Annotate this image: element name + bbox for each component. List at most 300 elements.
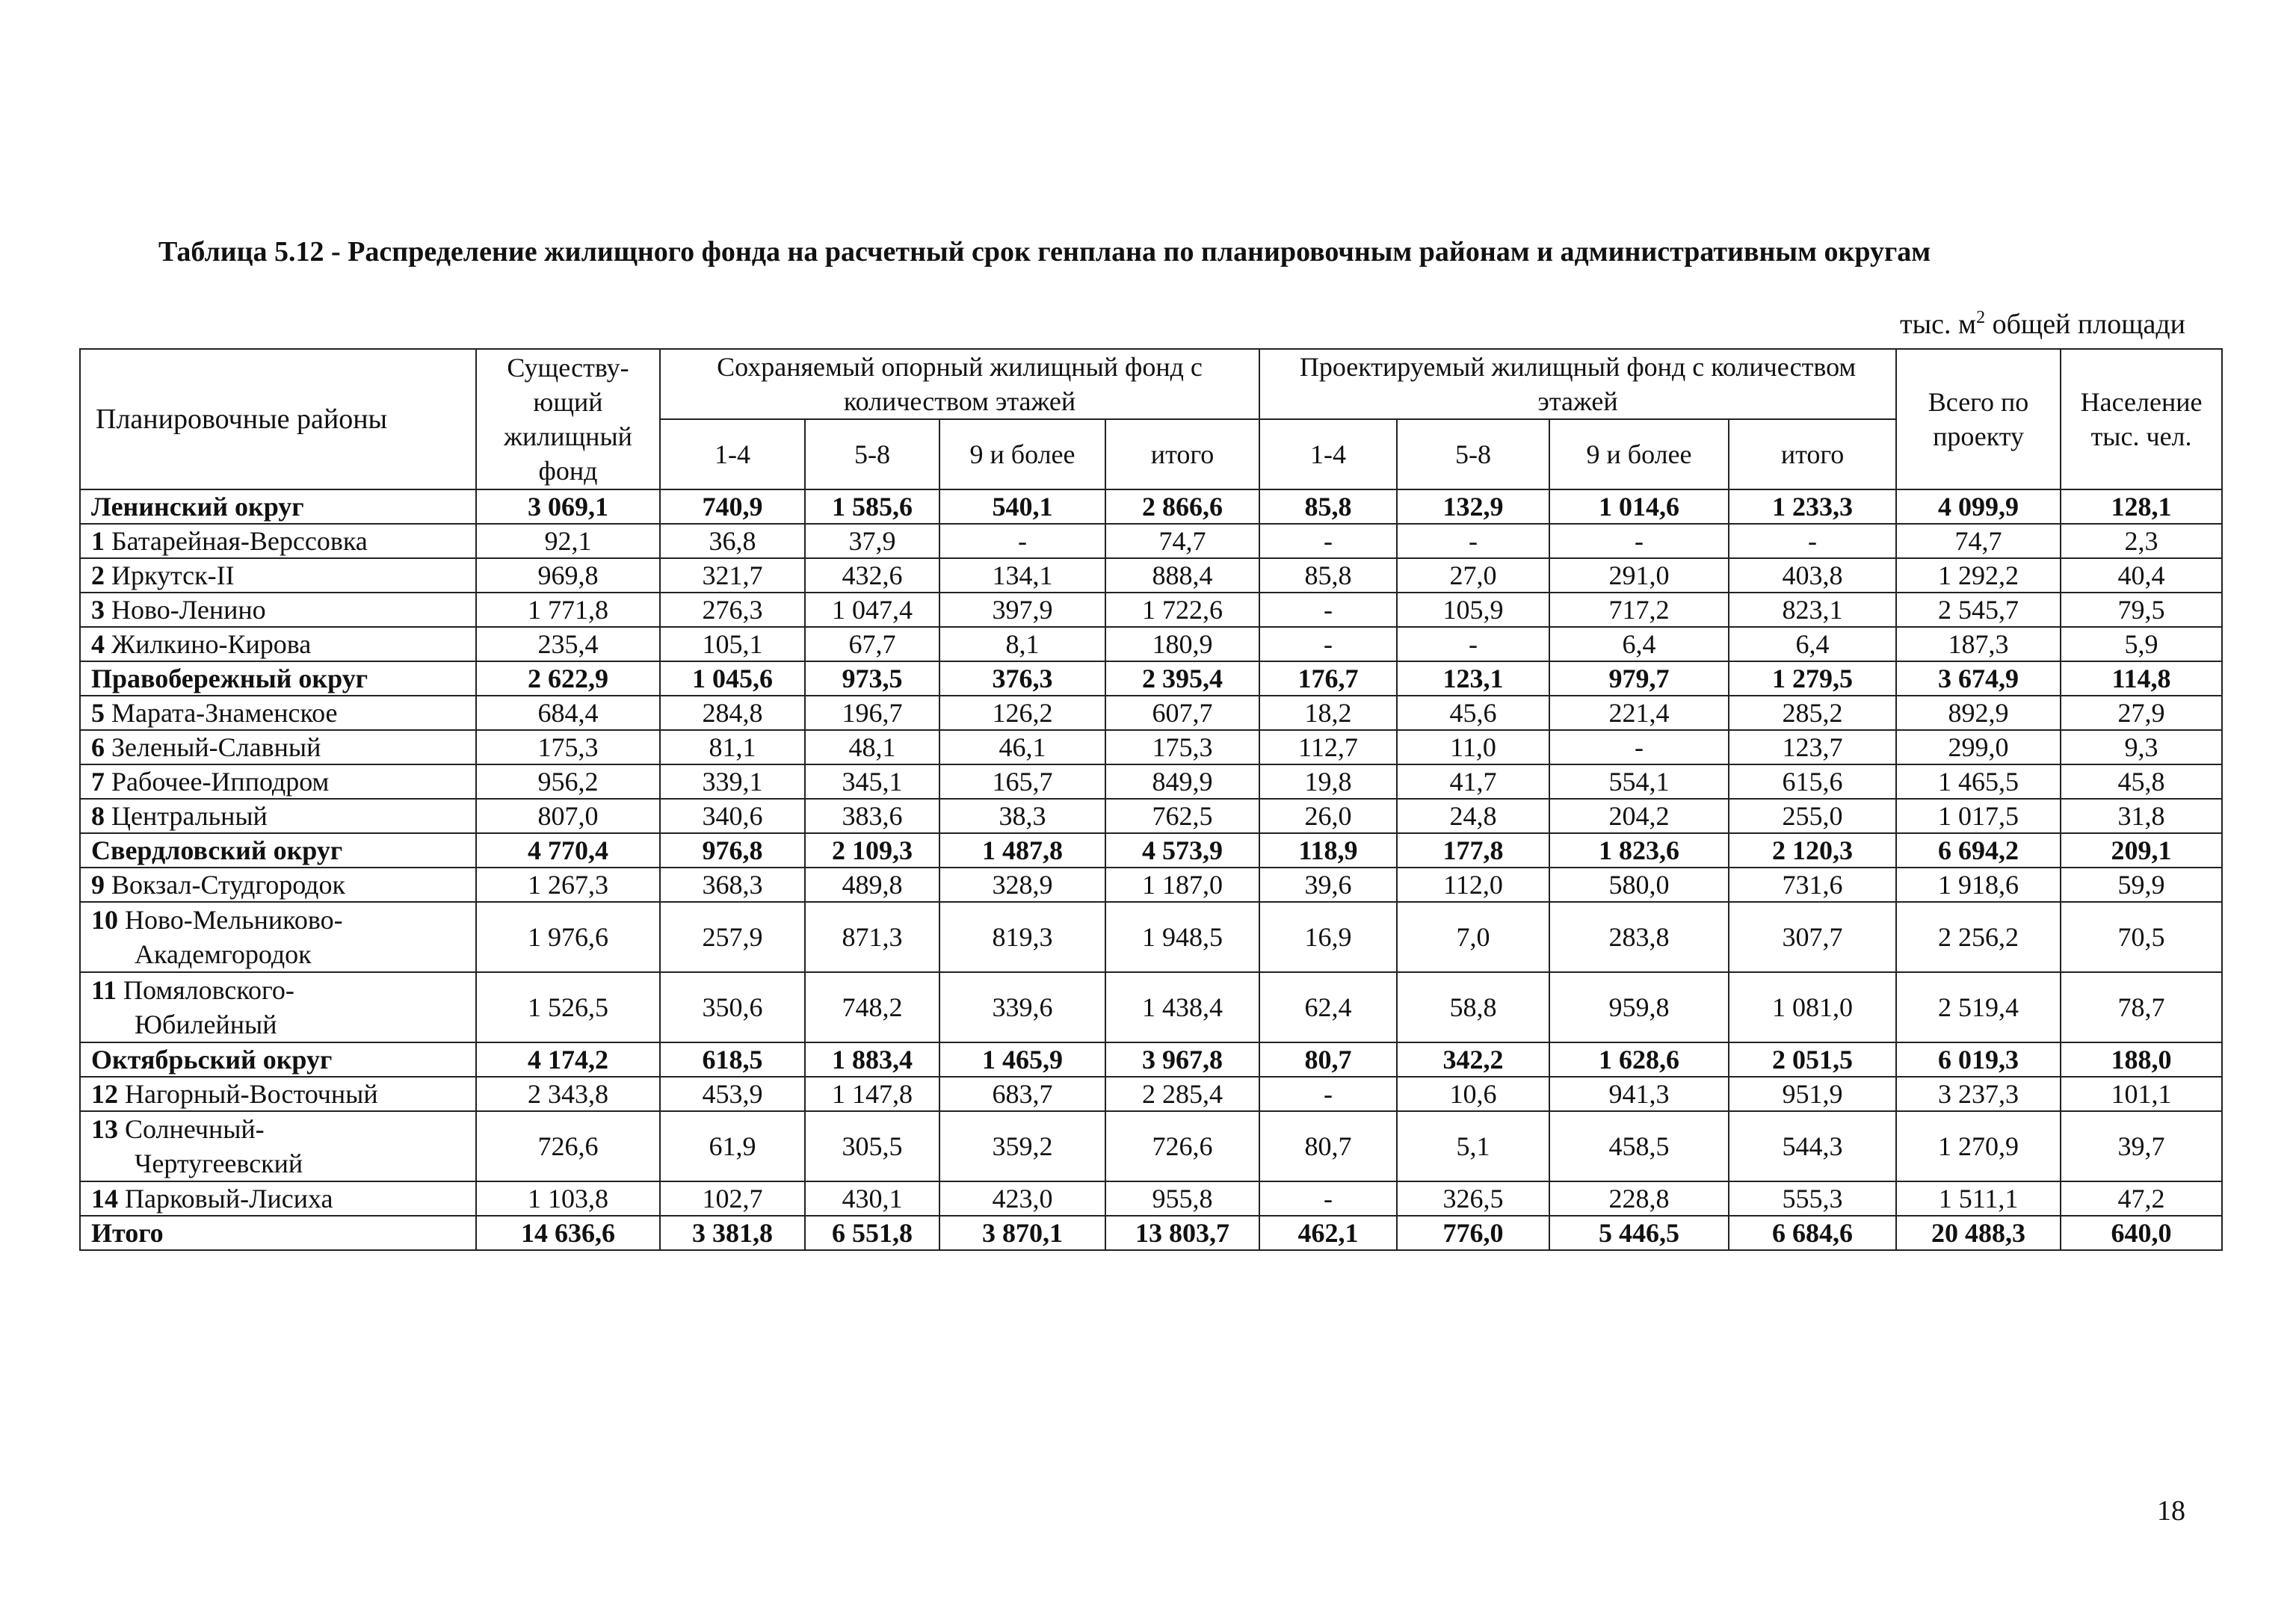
value-cell: 368,3 (660, 868, 805, 902)
district-total-row (80, 1216, 2222, 1250)
value-cell: 1 722,6 (1105, 593, 1259, 627)
value-cell: 20 488,3 (1896, 1216, 2061, 1250)
value-cell: 175,3 (476, 730, 660, 764)
value-cell: 1 948,5 (1105, 902, 1259, 972)
header-floors-5-8: 5-8 (1397, 419, 1549, 489)
value-cell: 1 487,8 (939, 833, 1105, 868)
units-suffix: общей площади (1985, 309, 2185, 340)
value-cell: 555,3 (1729, 1181, 1896, 1216)
value-cell: 305,5 (805, 1111, 939, 1181)
value-cell: 430,1 (805, 1181, 939, 1216)
value-cell: 849,9 (1105, 764, 1259, 799)
value-cell: 321,7 (660, 558, 805, 593)
value-cell: 78,7 (2061, 972, 2222, 1042)
table-row (80, 696, 2222, 730)
row-name: Солнечный- (125, 1114, 265, 1144)
row-number: 3 (91, 595, 105, 625)
value-cell: 11,0 (1397, 730, 1549, 764)
district-total-row (80, 1042, 2222, 1077)
page-number: 18 (2157, 1495, 2185, 1527)
value-cell: 41,7 (1397, 764, 1549, 799)
row-name-cell (80, 902, 476, 972)
header-floors-9-plus: 9 и более (939, 419, 1105, 489)
row-name-cell (80, 627, 476, 661)
value-cell: 1 465,9 (939, 1042, 1105, 1077)
value-cell: 618,5 (660, 1042, 805, 1077)
header-floors-total: итого (1729, 419, 1896, 489)
value-cell: 1 081,0 (1729, 972, 1896, 1042)
value-cell: 976,8 (660, 833, 805, 868)
value-cell: 951,9 (1729, 1077, 1896, 1111)
value-cell: 39,7 (2061, 1111, 2222, 1181)
value-cell: 209,1 (2061, 833, 2222, 868)
value-cell: 187,3 (1896, 627, 2061, 661)
row-name-cell (80, 593, 476, 627)
value-cell: 123,1 (1397, 661, 1549, 696)
value-cell: 383,6 (805, 799, 939, 833)
value-cell: 228,8 (1549, 1181, 1729, 1216)
row-name-cell (80, 489, 476, 524)
value-cell: 640,0 (2061, 1216, 2222, 1250)
table-caption: Таблица 5.12 - Распределение жилищного фонда на расчетный срок генплана по планировочным районам и административным округам (158, 236, 1931, 268)
value-cell: 126,2 (939, 696, 1105, 730)
value-cell: 955,8 (1105, 1181, 1259, 1216)
row-name-cell (80, 524, 476, 558)
value-cell: 3 237,3 (1896, 1077, 2061, 1111)
row-number: 9 (91, 870, 105, 900)
value-cell: 257,9 (660, 902, 805, 972)
value-cell: 114,8 (2061, 661, 2222, 696)
table-row (80, 593, 2222, 627)
value-cell: 70,5 (2061, 902, 2222, 972)
row-name-continued: Академгородок (135, 939, 312, 969)
header-preserved: Сохраняемый опорный жилищный фонд с количеством этажей (660, 349, 1259, 419)
row-name: Ново-Мельниково- (125, 905, 343, 935)
value-cell: 2,3 (2061, 524, 2222, 558)
value-cell: 580,0 (1549, 868, 1729, 902)
value-cell: 339,1 (660, 764, 805, 799)
value-cell: 423,0 (939, 1181, 1105, 1216)
row-name: Нагорный-Восточный (125, 1079, 378, 1109)
value-cell: - (1729, 524, 1896, 558)
value-cell: 85,8 (1259, 489, 1397, 524)
value-cell: 1 628,6 (1549, 1042, 1729, 1077)
value-cell: 979,7 (1549, 661, 1729, 696)
value-cell: 9,3 (2061, 730, 2222, 764)
table-row (80, 868, 2222, 902)
value-cell: 2 109,3 (805, 833, 939, 868)
value-cell: 6 684,6 (1729, 1216, 1896, 1250)
value-cell: 748,2 (805, 972, 939, 1042)
value-cell: 2 343,8 (476, 1077, 660, 1111)
value-cell: 40,4 (2061, 558, 2222, 593)
row-name-cell (80, 696, 476, 730)
value-cell: 1 017,5 (1896, 799, 2061, 833)
value-cell: 684,4 (476, 696, 660, 730)
value-cell: 47,2 (2061, 1181, 2222, 1216)
value-cell: 462,1 (1259, 1216, 1397, 1250)
value-cell: 105,9 (1397, 593, 1549, 627)
value-cell: 26,0 (1259, 799, 1397, 833)
value-cell: 284,8 (660, 696, 805, 730)
value-cell: 24,8 (1397, 799, 1549, 833)
row-name: Марата-Знаменское (111, 698, 338, 728)
value-cell: 80,7 (1259, 1111, 1397, 1181)
row-number: 10 (91, 905, 118, 935)
table-row (80, 799, 2222, 833)
value-cell: 326,5 (1397, 1181, 1549, 1216)
value-cell: 345,1 (805, 764, 939, 799)
row-name: Вокзал-Студгородок (111, 870, 345, 900)
value-cell: 176,7 (1259, 661, 1397, 696)
value-cell: 3 967,8 (1105, 1042, 1259, 1077)
value-cell: 1 511,1 (1896, 1181, 2061, 1216)
value-cell: 102,7 (660, 1181, 805, 1216)
district-total-row (80, 833, 2222, 868)
value-cell: 1 883,4 (805, 1042, 939, 1077)
table-row (80, 972, 2222, 1042)
value-cell: 1 918,6 (1896, 868, 2061, 902)
value-cell: 58,8 (1397, 972, 1549, 1042)
value-cell: 59,9 (2061, 868, 2222, 902)
row-name-cell (80, 1111, 476, 1181)
value-cell: 615,6 (1729, 764, 1896, 799)
value-cell: 1 270,9 (1896, 1111, 2061, 1181)
value-cell: 112,7 (1259, 730, 1397, 764)
value-cell: 31,8 (2061, 799, 2222, 833)
row-name: Иркутск-II (111, 560, 235, 590)
value-cell: 48,1 (805, 730, 939, 764)
value-cell: 544,3 (1729, 1111, 1896, 1181)
value-cell: 36,8 (660, 524, 805, 558)
value-cell: 959,8 (1549, 972, 1729, 1042)
value-cell: 342,2 (1397, 1042, 1549, 1077)
value-cell: 188,0 (2061, 1042, 2222, 1077)
row-name: Зеленый-Славный (111, 732, 321, 762)
value-cell: - (1397, 627, 1549, 661)
value-cell: 14 636,6 (476, 1216, 660, 1250)
value-cell: - (1259, 1181, 1397, 1216)
value-cell: 62,4 (1259, 972, 1397, 1042)
row-name: Октябрьский округ (91, 1045, 333, 1075)
row-name-continued: Юбилейный (135, 1010, 277, 1039)
value-cell: 969,8 (476, 558, 660, 593)
value-cell: 1 585,6 (805, 489, 939, 524)
value-cell: 726,6 (1105, 1111, 1259, 1181)
value-cell: 1 187,0 (1105, 868, 1259, 902)
row-name-continued: Чертугеевский (135, 1149, 303, 1178)
value-cell: 2 120,3 (1729, 833, 1896, 868)
value-cell: 1 147,8 (805, 1077, 939, 1111)
value-cell: 45,6 (1397, 696, 1549, 730)
value-cell: 175,3 (1105, 730, 1259, 764)
value-cell: 1 976,6 (476, 902, 660, 972)
district-total-row (80, 489, 2222, 524)
value-cell: 1 014,6 (1549, 489, 1729, 524)
row-name-cell (80, 661, 476, 696)
value-cell: 871,3 (805, 902, 939, 972)
table-row (80, 764, 2222, 799)
value-cell: 2 285,4 (1105, 1077, 1259, 1111)
value-cell: 807,0 (476, 799, 660, 833)
row-name-cell (80, 833, 476, 868)
value-cell: 123,7 (1729, 730, 1896, 764)
value-cell: 299,0 (1896, 730, 2061, 764)
value-cell: 283,8 (1549, 902, 1729, 972)
value-cell: 1 438,4 (1105, 972, 1259, 1042)
value-cell: 27,0 (1397, 558, 1549, 593)
value-cell: 128,1 (2061, 489, 2222, 524)
value-cell: 285,2 (1729, 696, 1896, 730)
value-cell: 235,4 (476, 627, 660, 661)
row-number: 7 (91, 767, 105, 797)
header-row-top (80, 349, 2222, 419)
value-cell: 340,6 (660, 799, 805, 833)
value-cell: 1 292,2 (1896, 558, 2061, 593)
value-cell: 81,1 (660, 730, 805, 764)
value-cell: 1 823,6 (1549, 833, 1729, 868)
value-cell: 92,1 (476, 524, 660, 558)
units-prefix: тыс. м (1900, 309, 1977, 340)
value-cell: 221,4 (1549, 696, 1729, 730)
header-floors-1-4: 1-4 (1259, 419, 1397, 489)
value-cell: 196,7 (805, 696, 939, 730)
district-total-row (80, 661, 2222, 696)
header-floors-9-plus: 9 и более (1549, 419, 1729, 489)
value-cell: 540,1 (939, 489, 1105, 524)
table-row (80, 1181, 2222, 1216)
value-cell: 1 465,5 (1896, 764, 2061, 799)
row-number: 5 (91, 698, 105, 728)
value-cell: 683,7 (939, 1077, 1105, 1111)
value-cell: 5,9 (2061, 627, 2222, 661)
value-cell: 177,8 (1397, 833, 1549, 868)
table-row (80, 627, 2222, 661)
table-row (80, 558, 2222, 593)
value-cell: - (1259, 593, 1397, 627)
value-cell: 819,3 (939, 902, 1105, 972)
value-cell: 1 047,4 (805, 593, 939, 627)
value-cell: 888,4 (1105, 558, 1259, 593)
value-cell: 2 395,4 (1105, 661, 1259, 696)
value-cell: 607,7 (1105, 696, 1259, 730)
value-cell: 61,9 (660, 1111, 805, 1181)
value-cell: 10,6 (1397, 1077, 1549, 1111)
value-cell: 45,8 (2061, 764, 2222, 799)
table-row (80, 1111, 2222, 1181)
value-cell: - (1397, 524, 1549, 558)
header-district: Планировочные районы (80, 349, 476, 489)
value-cell: 453,9 (660, 1077, 805, 1111)
table-row (80, 1077, 2222, 1111)
value-cell: 403,8 (1729, 558, 1896, 593)
value-cell: 717,2 (1549, 593, 1729, 627)
value-cell: 74,7 (1105, 524, 1259, 558)
value-cell: 46,1 (939, 730, 1105, 764)
value-cell: - (1259, 627, 1397, 661)
value-cell: 1 771,8 (476, 593, 660, 627)
row-name-cell (80, 799, 476, 833)
header-floors-total: итого (1105, 419, 1259, 489)
row-name-cell (80, 972, 476, 1042)
housing-table (79, 348, 2223, 1251)
value-cell: 255,0 (1729, 799, 1896, 833)
row-name-cell (80, 868, 476, 902)
value-cell: 2 519,4 (1896, 972, 2061, 1042)
value-cell: 2 622,9 (476, 661, 660, 696)
row-name: Помяловского- (123, 975, 294, 1005)
row-name: Ленинский округ (91, 492, 304, 522)
value-cell: 6 551,8 (805, 1216, 939, 1250)
value-cell: 1 045,6 (660, 661, 805, 696)
value-cell: 740,9 (660, 489, 805, 524)
value-cell: 204,2 (1549, 799, 1729, 833)
header-total: Всего по проекту (1896, 349, 2061, 489)
value-cell: 101,1 (2061, 1077, 2222, 1111)
value-cell: 762,5 (1105, 799, 1259, 833)
row-name-cell (80, 1216, 476, 1250)
value-cell: 489,8 (805, 868, 939, 902)
value-cell: 2 866,6 (1105, 489, 1259, 524)
row-number: 1 (91, 526, 105, 556)
value-cell: 6 019,3 (1896, 1042, 2061, 1077)
value-cell: 38,3 (939, 799, 1105, 833)
value-cell: 432,6 (805, 558, 939, 593)
value-cell: 165,7 (939, 764, 1105, 799)
value-cell: 2 545,7 (1896, 593, 2061, 627)
value-cell: 134,1 (939, 558, 1105, 593)
value-cell: 458,5 (1549, 1111, 1729, 1181)
value-cell: 2 256,2 (1896, 902, 2061, 972)
row-number: 12 (91, 1079, 118, 1109)
row-name: Ново-Ленино (111, 595, 266, 625)
row-name: Итого (91, 1218, 164, 1248)
row-name: Свердловский округ (91, 835, 343, 865)
value-cell: 6,4 (1549, 627, 1729, 661)
row-number: 2 (91, 560, 105, 590)
row-name: Рабочее-Ипподром (111, 767, 330, 797)
row-number: 14 (91, 1184, 118, 1214)
value-cell: 5 446,5 (1549, 1216, 1729, 1250)
value-cell: 1 103,8 (476, 1181, 660, 1216)
value-cell: 3 870,1 (939, 1216, 1105, 1250)
value-cell: 118,9 (1259, 833, 1397, 868)
value-cell: 328,9 (939, 868, 1105, 902)
value-cell: 6,4 (1729, 627, 1896, 661)
header-existing: Существу-ющий жилищный фонд (476, 349, 660, 489)
row-name-cell (80, 764, 476, 799)
row-number: 8 (91, 801, 105, 831)
row-name-cell (80, 1077, 476, 1111)
value-cell: 74,7 (1896, 524, 2061, 558)
header-floors-5-8: 5-8 (805, 419, 939, 489)
row-name-cell (80, 1042, 476, 1077)
value-cell: 7,0 (1397, 902, 1549, 972)
header-floors-1-4: 1-4 (660, 419, 805, 489)
value-cell: 4 174,2 (476, 1042, 660, 1077)
value-cell: 39,6 (1259, 868, 1397, 902)
table-row (80, 902, 2222, 972)
row-number: 6 (91, 732, 105, 762)
value-cell: 1 267,3 (476, 868, 660, 902)
value-cell: 3 674,9 (1896, 661, 2061, 696)
row-name-cell (80, 730, 476, 764)
value-cell: 37,9 (805, 524, 939, 558)
value-cell: 105,1 (660, 627, 805, 661)
row-name: Батарейная-Верссовка (111, 526, 368, 556)
value-cell: 3 381,8 (660, 1216, 805, 1250)
value-cell: 16,9 (1259, 902, 1397, 972)
table-row (80, 524, 2222, 558)
row-name-cell (80, 558, 476, 593)
value-cell: 2 051,5 (1729, 1042, 1896, 1077)
value-cell: 956,2 (476, 764, 660, 799)
value-cell: 291,0 (1549, 558, 1729, 593)
table-row (80, 730, 2222, 764)
value-cell: 823,1 (1729, 593, 1896, 627)
value-cell: - (939, 524, 1105, 558)
row-name: Центральный (111, 801, 268, 831)
value-cell: 79,5 (2061, 593, 2222, 627)
value-cell: 359,2 (939, 1111, 1105, 1181)
value-cell: 339,6 (939, 972, 1105, 1042)
value-cell: 8,1 (939, 627, 1105, 661)
value-cell: 180,9 (1105, 627, 1259, 661)
value-cell: 554,1 (1549, 764, 1729, 799)
value-cell: 1 279,5 (1729, 661, 1896, 696)
units-note (1900, 308, 2185, 341)
row-name: Правобережный округ (91, 664, 368, 693)
value-cell: 276,3 (660, 593, 805, 627)
value-cell: 892,9 (1896, 696, 2061, 730)
value-cell: 4 573,9 (1105, 833, 1259, 868)
value-cell: 1 526,5 (476, 972, 660, 1042)
row-number: 4 (91, 629, 105, 659)
row-number: 13 (91, 1114, 118, 1144)
value-cell: 18,2 (1259, 696, 1397, 730)
value-cell: 1 233,3 (1729, 489, 1896, 524)
value-cell: 4 099,9 (1896, 489, 2061, 524)
value-cell: 80,7 (1259, 1042, 1397, 1077)
value-cell: 6 694,2 (1896, 833, 2061, 868)
value-cell: 13 803,7 (1105, 1216, 1259, 1250)
value-cell: 307,7 (1729, 902, 1896, 972)
value-cell: 941,3 (1549, 1077, 1729, 1111)
value-cell: - (1259, 524, 1397, 558)
value-cell: - (1259, 1077, 1397, 1111)
value-cell: - (1549, 524, 1729, 558)
row-name-cell (80, 1181, 476, 1216)
value-cell: - (1549, 730, 1729, 764)
value-cell: 3 069,1 (476, 489, 660, 524)
value-cell: 5,1 (1397, 1111, 1549, 1181)
value-cell: 27,9 (2061, 696, 2222, 730)
value-cell: 776,0 (1397, 1216, 1549, 1250)
header-projected: Проектируемый жилищный фонд с количеством этажей (1259, 349, 1896, 419)
value-cell: 350,6 (660, 972, 805, 1042)
table-body (80, 489, 2222, 1250)
value-cell: 4 770,4 (476, 833, 660, 868)
value-cell: 726,6 (476, 1111, 660, 1181)
value-cell: 132,9 (1397, 489, 1549, 524)
value-cell: 112,0 (1397, 868, 1549, 902)
value-cell: 973,5 (805, 661, 939, 696)
value-cell: 85,8 (1259, 558, 1397, 593)
value-cell: 67,7 (805, 627, 939, 661)
value-cell: 397,9 (939, 593, 1105, 627)
row-number: 11 (91, 975, 117, 1005)
value-cell: 19,8 (1259, 764, 1397, 799)
